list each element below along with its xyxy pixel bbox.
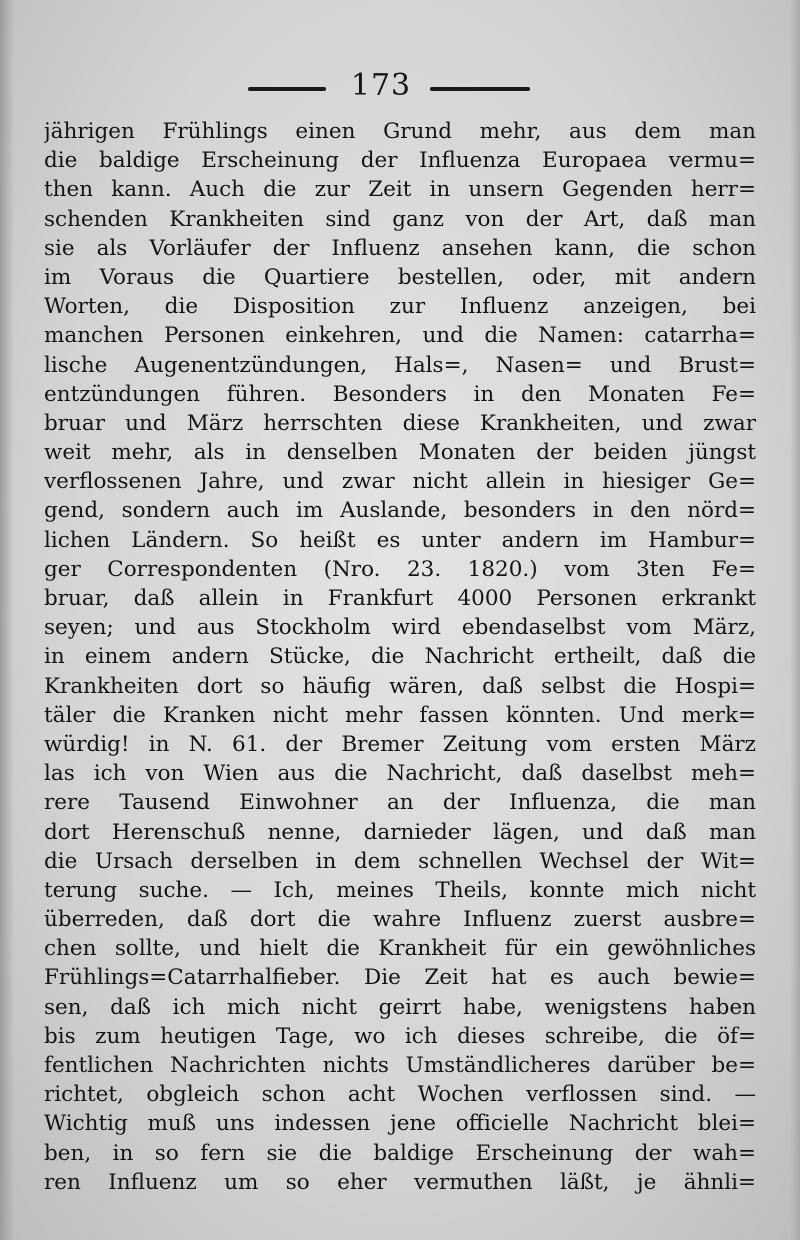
text-line: sen, daß ich mich nicht geirrt habe, wenigstens haben [44, 994, 756, 1020]
header-rule-left [248, 87, 326, 91]
text-line: sie als Vorläufer der Influenz ansehen kann, die schon [44, 235, 756, 261]
page-header [0, 66, 800, 116]
text-line: täler die Kranken nicht mehr fassen könnten. Und merk= [44, 702, 756, 728]
text-line: las ich von Wien aus die Nachricht, daß daselbst meh= [44, 761, 756, 787]
text-line: ren Influenz um so eher vermuthen läßt, je ähnli= [44, 1169, 756, 1195]
text-line: dort Herenschuß nenne, darnieder lägen, und daß man [44, 819, 756, 845]
text-line: Krankheiten dort so häufig wären, daß selbst die Hospi= [44, 673, 756, 699]
text-line: schenden Krankheiten sind ganz von der Art, daß man [44, 206, 756, 232]
text-line: terung suche. — Ich, meines Theils, konnte mich nicht [44, 877, 756, 903]
text-line: rere Tausend Einwohner an der Influenza, die man [44, 790, 756, 816]
text-line: chen sollte, und hielt die Krankheit für ein gewöhnliches [44, 936, 756, 962]
text-line: bruar und März herrschten diese Krankheiten, und zwar [44, 410, 756, 436]
text-line: die baldige Erscheinung der Influenza Europaea vermu= [44, 148, 756, 174]
text-line: in einem andern Stücke, die Nachricht ertheilt, daß die [44, 644, 756, 670]
text-line: Frühlings=Catarrhalfieber. Die Zeit hat es auch bewie= [44, 965, 756, 991]
text-line: ben, in so fern sie die baldige Erscheinung der wah= [44, 1140, 756, 1166]
text-line: fentlichen Nachrichten nichts Umständlicheres darüber be= [44, 1053, 756, 1078]
text-line: die Ursach derselben in dem schnellen Wechsel der Wit= [44, 848, 756, 874]
page-number: 173 [350, 68, 412, 103]
text-line: manchen Personen einkehren, und die Namen: catarrha= [44, 323, 756, 349]
header-rule-right [430, 87, 530, 91]
text-line: Wichtig muß uns indessen jene officielle Nachricht blei= [44, 1111, 756, 1137]
text-line: Worten, die Disposition zur Influenz anzeigen, bei [44, 294, 756, 320]
text-line: seyen; und aus Stockholm wird ebendaselbst vom März, [44, 615, 756, 641]
text-line: gend, sondern auch im Auslande, besonders in den nörd= [44, 498, 756, 524]
text-line: überreden, daß dort die wahre Influenz zuerst ausbre= [44, 907, 756, 933]
body-text [44, 117, 756, 1197]
text-line: im Voraus die Quartiere bestellen, oder, mit andern [44, 264, 756, 290]
text-line: jährigen Frühlings einen Grund mehr, aus dem man [44, 119, 756, 144]
text-line: würdig! in N. 61. der Bremer Zeitung vom ersten März [44, 731, 756, 757]
text-line: weit mehr, als in denselben Monaten der beiden jüngst [44, 440, 756, 466]
text-line: then kann. Auch die zur Zeit in unsern Gegenden herr= [44, 177, 756, 203]
page-edge-shadow-left [0, 0, 14, 1240]
page-edge-shadow-right [790, 0, 800, 1240]
text-line: lichen Ländern. So heißt es unter andern im Hambur= [44, 527, 756, 553]
text-line: bis zum heutigen Tage, wo ich dieses schreibe, die öf= [44, 1023, 756, 1049]
text-line: bruar, daß allein in Frankfurt 4000 Personen erkrankt [44, 586, 756, 611]
text-line: entzündungen führen. Besonders in den Monaten Fe= [44, 381, 756, 407]
text-line: richtet, obgleich schon acht Wochen verflossen sind. — [44, 1082, 756, 1108]
text-line: verflossenen Jahre, und zwar nicht allein in hiesiger Ge= [44, 469, 756, 495]
text-line: lische Augenentzündungen, Hals=, Nasen= und Brust= [44, 352, 756, 378]
text-line: ger Correspondenten (Nro. 23. 1820.) vom 3ten Fe= [44, 556, 756, 582]
